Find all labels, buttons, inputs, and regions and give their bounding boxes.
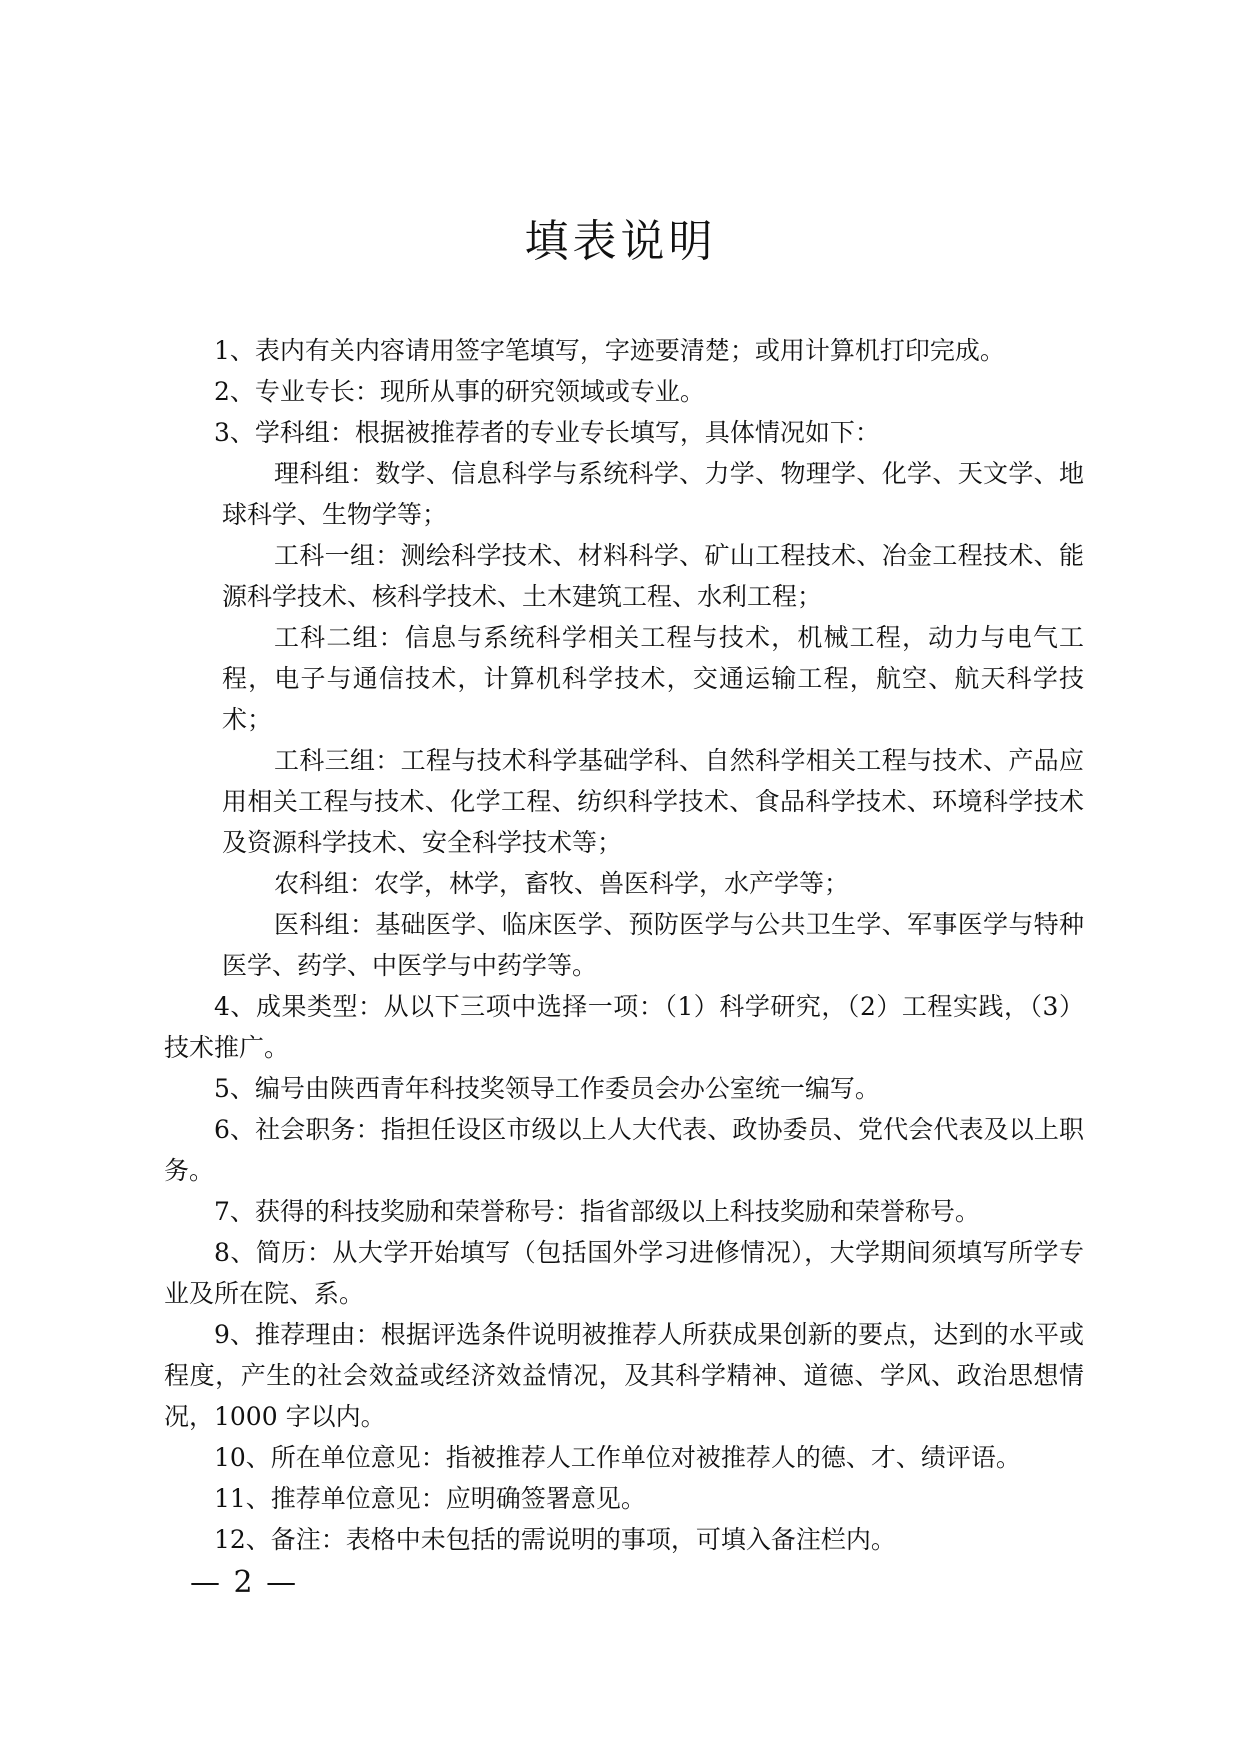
instruction-item-4: 4、成果类型：从以下三项中选择一项：（1）科学研究，（2）工程实践，（3）技术推广。 bbox=[164, 992, 1084, 1062]
instruction-item-3: 3、学科组：根据被推荐者的专业专长填写，具体情况如下： bbox=[214, 418, 880, 447]
page-title: 填表说明 bbox=[524, 216, 717, 267]
instructions-list bbox=[164, 330, 1084, 1560]
instruction-item-7: 7、获得的科技奖励和荣誉称号：指省部级以上科技奖励和荣誉称号。 bbox=[214, 1197, 980, 1226]
discipline-group-agriculture: 农科组：农学，林学，畜牧、兽医科学，水产学等； bbox=[274, 869, 850, 898]
instruction-item-11: 11、推荐单位意见：应明确签署意见。 bbox=[214, 1484, 646, 1513]
instruction-item-9: 9、推荐理由：根据评选条件说明被推荐人所获成果创新的要点，达到的水平或程度，产生的社会效益或经济效益情况，及其科学精神、道德、学风、政治思想情况，1000 字以内。 bbox=[164, 1320, 1084, 1431]
instruction-item-10: 10、所在单位意见：指被推荐人工作单位对被推荐人的德、才、绩评语。 bbox=[214, 1443, 1021, 1472]
discipline-group-list bbox=[164, 453, 1084, 986]
instruction-item-6: 6、社会职务：指担任设区市级以上人大代表、政协委员、党代会代表及以上职务。 bbox=[164, 1115, 1084, 1185]
discipline-group-medicine: 医科组：基础医学、临床医学、预防医学与公共卫生学、军事医学与特种医学、药学、中医学与中药学等。 bbox=[222, 910, 1084, 980]
discipline-group-engineering-2: 工科二组：信息与系统科学相关工程与技术，机械工程，动力与电气工程，电子与通信技术，计算机科学技术，交通运输工程，航空、航天科学技术； bbox=[222, 623, 1084, 734]
instruction-item-2: 2、专业专长：现所从事的研究领域或专业。 bbox=[214, 377, 705, 406]
discipline-group-engineering-3: 工科三组：工程与技术科学基础学科、自然科学相关工程与技术、产品应用相关工程与技术、化学工程、纺织科学技术、食品科学技术、环境科学技术及资源科学技术、安全科学技术等； bbox=[222, 746, 1084, 857]
discipline-group-engineering-1: 工科一组：测绘科学技术、材料科学、矿山工程技术、冶金工程技术、能源科学技术、核科学技术、土木建筑工程、水利工程； bbox=[222, 541, 1084, 611]
page-number: — 2 — bbox=[190, 1565, 299, 1600]
discipline-group-science: 理科组：数学、信息科学与系统科学、力学、物理学、化学、天文学、地球科学、生物学等； bbox=[222, 459, 1084, 529]
instruction-item-8: 8、简历：从大学开始填写（包括国外学习进修情况），大学期间须填写所学专业及所在院、系。 bbox=[164, 1238, 1084, 1308]
instruction-item-1: 1、表内有关内容请用签字笔填写，字迹要清楚；或用计算机打印完成。 bbox=[214, 336, 1005, 365]
instruction-item-5: 5、编号由陕西青年科技奖领导工作委员会办公室统一编写。 bbox=[214, 1074, 880, 1103]
instruction-item-12: 12、备注：表格中未包括的需说明的事项，可填入备注栏内。 bbox=[214, 1525, 896, 1554]
